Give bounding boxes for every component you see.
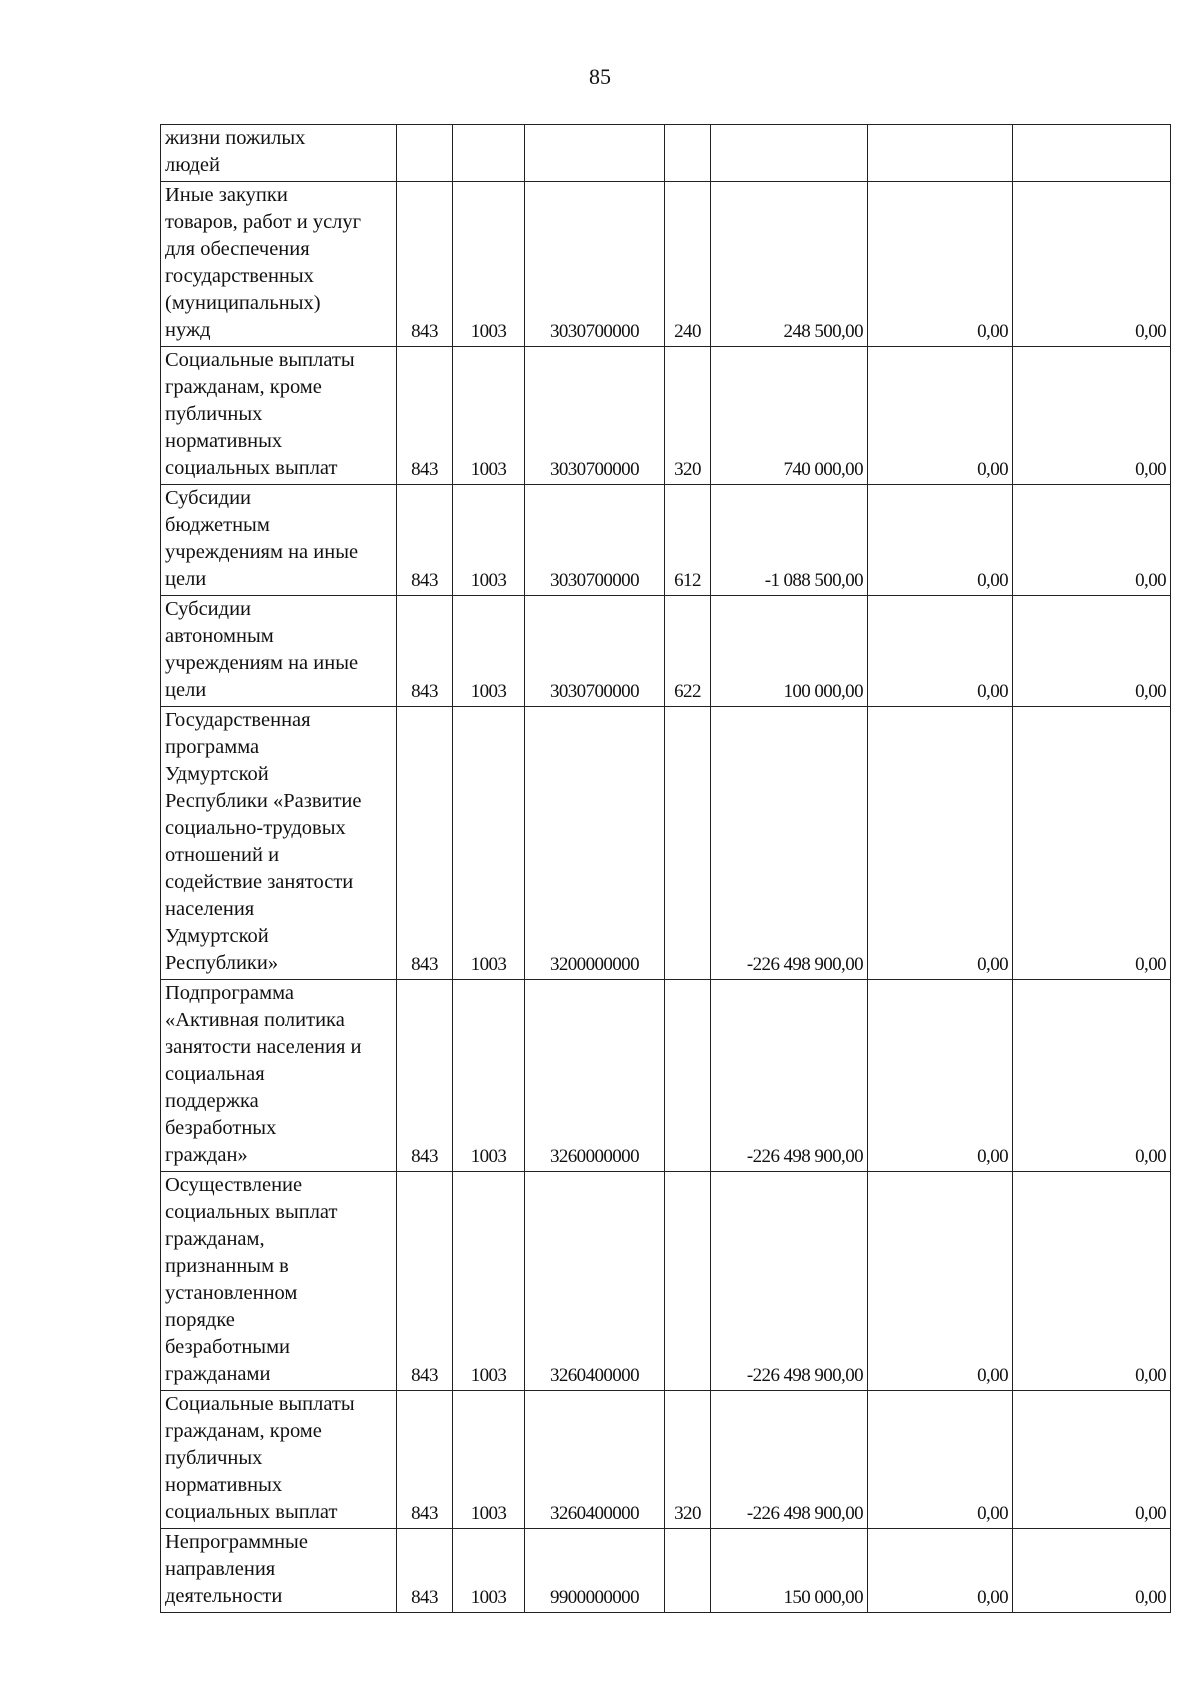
expense-type-cell: 612	[665, 485, 711, 596]
amount-second-year-cell: 0,00	[868, 182, 1013, 347]
amount-current-year-cell: -226 498 900,00	[711, 707, 868, 980]
table-row	[161, 182, 1171, 347]
amount-third-year-cell: 0,00	[1013, 1391, 1171, 1529]
target-article-cell: 3260000000	[525, 980, 665, 1172]
amount-second-year-cell: 0,00	[868, 980, 1013, 1172]
ministry-code-cell: 843	[397, 1172, 453, 1391]
amount-current-year-cell: -226 498 900,00	[711, 1172, 868, 1391]
expense-type-cell: 240	[665, 182, 711, 347]
target-article-cell	[525, 125, 665, 182]
row-name-cell: Субсидии автономным учреждениям на иные цели	[161, 596, 397, 707]
amount-second-year-cell: 0,00	[868, 596, 1013, 707]
ministry-code-cell: 843	[397, 1391, 453, 1529]
expense-type-cell: 622	[665, 596, 711, 707]
amount-second-year-cell: 0,00	[868, 1391, 1013, 1529]
target-article-cell: 3030700000	[525, 182, 665, 347]
row-name-cell: Социальные выплаты гражданам, кроме публичных нормативных социальных выплат	[161, 1391, 397, 1529]
expense-type-cell	[665, 1172, 711, 1391]
amount-current-year-cell: -226 498 900,00	[711, 1391, 868, 1529]
ministry-code-cell: 843	[397, 707, 453, 980]
amount-second-year-cell	[868, 125, 1013, 182]
ministry-code-cell: 843	[397, 596, 453, 707]
table-row	[161, 1391, 1171, 1529]
target-article-cell: 3030700000	[525, 485, 665, 596]
expense-type-cell	[665, 707, 711, 980]
table-row	[161, 707, 1171, 980]
row-name-cell: Подпрограмма «Активная политика занятости населения и социальная поддержка безработных граждан»	[161, 980, 397, 1172]
amount-second-year-cell: 0,00	[868, 707, 1013, 980]
table-row	[161, 596, 1171, 707]
amount-third-year-cell: 0,00	[1013, 980, 1171, 1172]
table-row	[161, 125, 1171, 182]
row-name-cell: Субсидии бюджетным учреждениям на иные цели	[161, 485, 397, 596]
amount-third-year-cell: 0,00	[1013, 1529, 1171, 1613]
amount-third-year-cell: 0,00	[1013, 707, 1171, 980]
budget-table-body	[161, 125, 1171, 1613]
row-name-cell: Иные закупки товаров, работ и услуг для обеспечения государственных (муниципальных) нужд	[161, 182, 397, 347]
ministry-code-cell: 843	[397, 485, 453, 596]
amount-second-year-cell: 0,00	[868, 1172, 1013, 1391]
amount-current-year-cell: 740 000,00	[711, 347, 868, 485]
ministry-code-cell: 843	[397, 182, 453, 347]
section-code-cell: 1003	[453, 1529, 525, 1613]
target-article-cell: 3260400000	[525, 1172, 665, 1391]
amount-current-year-cell: 150 000,00	[711, 1529, 868, 1613]
expense-type-cell	[665, 125, 711, 182]
table-row	[161, 485, 1171, 596]
row-name-cell: жизни пожилых людей	[161, 125, 397, 182]
target-article-cell: 3260400000	[525, 1391, 665, 1529]
table-row	[161, 1529, 1171, 1613]
amount-second-year-cell: 0,00	[868, 485, 1013, 596]
amount-third-year-cell: 0,00	[1013, 485, 1171, 596]
target-article-cell: 3200000000	[525, 707, 665, 980]
row-name-cell: Осуществление социальных выплат гражданам, признанным в установленном порядке безработными гражданами	[161, 1172, 397, 1391]
amount-second-year-cell: 0,00	[868, 347, 1013, 485]
table-row	[161, 347, 1171, 485]
amount-third-year-cell: 0,00	[1013, 347, 1171, 485]
expense-type-cell	[665, 980, 711, 1172]
expense-type-cell	[665, 1529, 711, 1613]
section-code-cell: 1003	[453, 1391, 525, 1529]
amount-current-year-cell: -226 498 900,00	[711, 980, 868, 1172]
section-code-cell: 1003	[453, 1172, 525, 1391]
budget-table	[160, 124, 1171, 1613]
page-number: 85	[589, 64, 611, 89]
row-name-cell: Государственная программа Удмуртской Республики «Развитие социально-трудовых отношений и содействие занятости населения Удмуртской Республики»	[161, 707, 397, 980]
ministry-code-cell	[397, 125, 453, 182]
amount-current-year-cell: -1 088 500,00	[711, 485, 868, 596]
amount-current-year-cell: 248 500,00	[711, 182, 868, 347]
section-code-cell: 1003	[453, 980, 525, 1172]
expense-type-cell: 320	[665, 1391, 711, 1529]
amount-current-year-cell: 100 000,00	[711, 596, 868, 707]
table-row	[161, 1172, 1171, 1391]
target-article-cell: 9900000000	[525, 1529, 665, 1613]
row-name-cell: Непрограммные направления деятельности	[161, 1529, 397, 1613]
section-code-cell: 1003	[453, 182, 525, 347]
ministry-code-cell: 843	[397, 1529, 453, 1613]
row-name-cell: Социальные выплаты гражданам, кроме публичных нормативных социальных выплат	[161, 347, 397, 485]
section-code-cell: 1003	[453, 707, 525, 980]
section-code-cell: 1003	[453, 347, 525, 485]
ministry-code-cell: 843	[397, 347, 453, 485]
amount-second-year-cell: 0,00	[868, 1529, 1013, 1613]
target-article-cell: 3030700000	[525, 596, 665, 707]
amount-current-year-cell	[711, 125, 868, 182]
target-article-cell: 3030700000	[525, 347, 665, 485]
expense-type-cell: 320	[665, 347, 711, 485]
section-code-cell: 1003	[453, 596, 525, 707]
section-code-cell: 1003	[453, 485, 525, 596]
section-code-cell	[453, 125, 525, 182]
ministry-code-cell: 843	[397, 980, 453, 1172]
table-row	[161, 980, 1171, 1172]
amount-third-year-cell: 0,00	[1013, 1172, 1171, 1391]
amount-third-year-cell: 0,00	[1013, 182, 1171, 347]
amount-third-year-cell: 0,00	[1013, 596, 1171, 707]
amount-third-year-cell	[1013, 125, 1171, 182]
